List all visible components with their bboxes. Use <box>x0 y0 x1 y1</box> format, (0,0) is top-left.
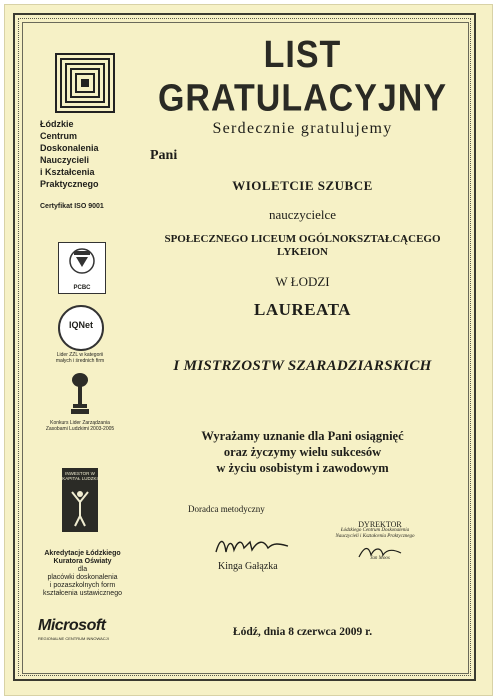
award-title: LAUREATA <box>254 300 351 319</box>
iqnet-badge-icon <box>58 305 104 351</box>
accreditation-line: Akredytacje Łódzkiego <box>44 550 121 557</box>
organization-logo-icon <box>55 53 115 113</box>
org-name-line: i Kształcenia <box>40 167 95 177</box>
pcbc-label: PCBC <box>73 285 91 291</box>
school-name-line: LYKEION <box>277 246 328 258</box>
org-name-line: Praktycznego <box>40 179 99 189</box>
recipient-name: WIOLETCIE SZUBCE <box>232 178 373 193</box>
accreditation-desc-line: i pozaszkolnych form <box>49 582 116 589</box>
school-name <box>150 233 455 259</box>
city: W ŁODZI <box>275 274 330 289</box>
advisor-name: Kinga Gałązka <box>218 561 278 572</box>
iso-certificate-label: Certyfikat ISO 9001 <box>40 203 104 210</box>
accreditation-desc-line: placówki doskonalenia <box>47 574 118 581</box>
director-organization <box>300 528 450 540</box>
place-and-date: Łódź, dnia 8 czerwca 2009 r. <box>232 626 373 638</box>
org-name-line: Centrum <box>40 131 78 141</box>
lider-zzl-text: Lider ZZL w kategorii małych i średnich firm <box>55 352 105 364</box>
organization-name <box>40 118 135 190</box>
recipient-role: nauczycielce <box>268 207 337 222</box>
org-name-line: Nauczycieli <box>40 155 90 165</box>
org-name-line: Doskonalenia <box>40 143 99 153</box>
human-capital-investor-badge <box>62 468 98 532</box>
accreditation-desc-line: kształcenia ustawicznego <box>43 590 122 597</box>
diploma-title: LIST GRATULACYJNY <box>157 33 448 120</box>
iqnet-label: IQNet <box>68 320 93 330</box>
konkurs-text: Konkurs Lider Zarządzania Zasobami Ludzkimi 2003-2005 <box>45 420 115 432</box>
director-org-line: Nauczycieli i Kształcenia Praktycznego <box>335 534 415 539</box>
accreditation-block <box>35 550 130 598</box>
org-name-line: Łódzkie <box>40 119 74 129</box>
director-role: DYREKTOR <box>358 520 402 529</box>
school-name-line: SPOŁECZNEGO LICEUM OGÓLNOKSZTAŁCĄCEGO <box>164 233 441 245</box>
microsoft-subtitle: REGIONALNE CENTRUM INNOWACJI <box>38 636 109 641</box>
wishes-line: w życiu osobistym i zawodowym <box>216 461 389 475</box>
salutation: Pani <box>150 148 178 163</box>
accreditation-line: Kuratora Oświaty <box>53 558 112 565</box>
wishes-line: oraz życzymy wielu sukcesów <box>223 445 382 459</box>
greeting: Serdecznie gratulujemy <box>212 120 393 137</box>
accreditation-desc-line: dla <box>77 566 88 573</box>
advisor-signature-icon <box>212 532 292 560</box>
wishes <box>150 428 455 476</box>
advisor-role: Doradca metodyczny <box>188 504 265 514</box>
director-name: Jan Moos <box>370 556 390 561</box>
microsoft-logo: Microsoft <box>38 617 106 634</box>
pcbc-badge-icon <box>58 242 106 294</box>
ikl-label: INWESTOR W KAPITAŁ LUDZKI <box>62 471 98 481</box>
director-org-line: Łódzkiego Centrum Doskonalenia <box>340 528 410 533</box>
trophy-icon <box>68 372 92 416</box>
contest-name: I MISTRZOSTW SZARADZIARSKICH <box>173 358 432 374</box>
wishes-line: Wyrażamy uznanie dla Pani osiągnięć <box>201 429 404 443</box>
